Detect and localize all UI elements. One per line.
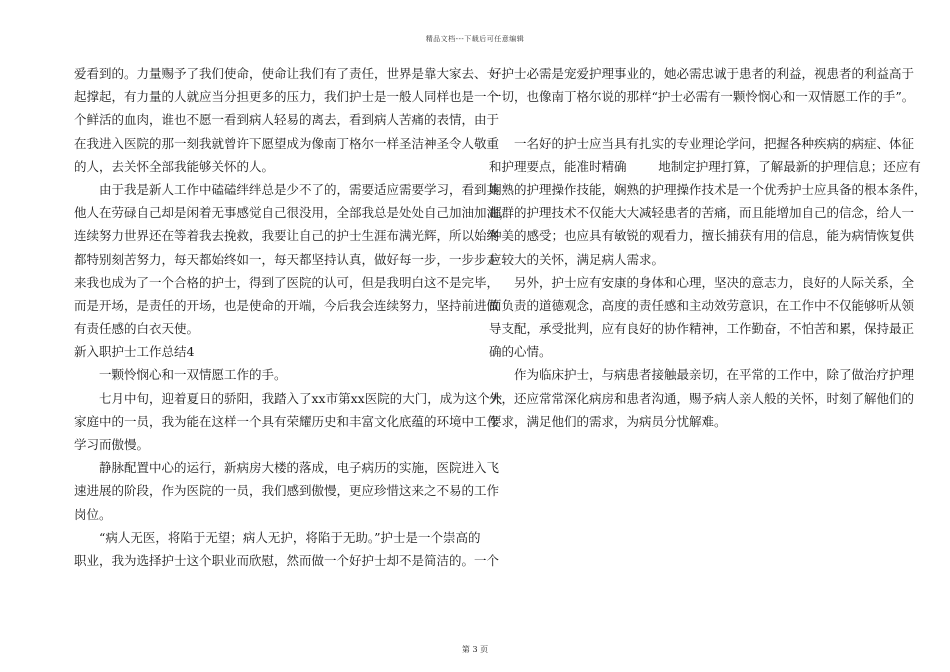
text-line: 确的心情。 (489, 344, 552, 360)
text-line: “病人无医，将陷于无望；病人无护，将陷于无助。”护士是一个崇高的 (99, 529, 481, 545)
text-line: 速进展的阶段，作为医院的一员，我们感到傲慢，更应珍惜这来之不易的工作 (74, 483, 500, 499)
text-line: 作为临床护士，与病患者接触最亲切，在平常的工作中，除了做治疗护理 (514, 367, 915, 383)
page-header: 精品文档---下载后可任意编辑 (425, 35, 525, 43)
text-line: 学习而傲慢。 (74, 437, 150, 452)
text-line: 好护士必需是宠爱护理事业的，她必需忠诚于患者的利益，视患者的利益高于 (489, 66, 915, 81)
section-subheading: 一颗怜悯心和一双情愿工作的手。 (99, 367, 287, 383)
text-line: 连续努力世界还在等着我去挽救，我要让自己的护士生涯布满光辉，所以始终 (74, 228, 500, 244)
blank-line (489, 108, 881, 131)
text-line: 要求，满足他们的需求，为病员分忧解难。 (489, 413, 727, 429)
text-line: 面负责的道德观念，高度的责任感和主动效劳意识，在工作中不仅能够听从领 (489, 297, 915, 313)
text-line: 家庭中的一员，我为能在这样一个具有荣耀历史和丰富文化底蕴的环境中工作 (74, 413, 500, 429)
text-line: 都特别刻苦努力，每天都始终如一，每天都坚持认真，做好每一步，一步步走 (74, 251, 500, 267)
text-line: 外，还应常常深化病房和患者沟通，赐予病人亲人般的关怀，时刻了解他们的 (489, 390, 915, 406)
text-line: 个鲜活的血肉，谁也不愿一看到病人轻易的离去，看到病人苦痛的表情，由于 (74, 112, 500, 128)
text-line: 的人，去关怀全部我能够关怀的人。 (74, 158, 275, 174)
text-line: 和护理要点，能准时精确 地制定护理打算，了解最新的护理信息；还应有 (489, 158, 921, 174)
text-line: 在我进入医院的那一刻我就曾许下愿望成为像南丁格尔一样圣洁神圣令人敬重 (74, 135, 500, 151)
text-line: 来我也成为了一个合格的护士，得到了医院的认可，但是我明白这不是完毕， (74, 274, 500, 290)
text-line: 他人在劳碌自己却是闲着无事感觉自己很没用，全部我总是处处自己加油加油， (74, 205, 512, 221)
text-line: 而是开场，是责任的开场，也是使命的开端，今后我会连续努力，坚持前进做 (74, 297, 500, 313)
text-line: 岗位。 (74, 506, 112, 522)
text-line: 超群的护理技术不仅能大大减轻患者的苦痛，而且能增加自己的信念，给人一 (489, 205, 915, 221)
text-line: 应较大的关怀，满足病人需求。 (489, 251, 665, 267)
left-text-column (74, 62, 512, 572)
text-line: 娴熟的护理操作技能，娴熟的护理操作技术是一个优秀护士应具备的根本条件， (489, 181, 927, 197)
text-line: 一名好的护士应当具有扎实的专业理论学问，把握各种疾病的病症、体征 (514, 135, 915, 151)
section-heading: 新入职护士工作总结4 (74, 344, 195, 360)
text-line: 静脉配置中心的运行，新病房大楼的落成，电子病历的实施，医院进入飞 (99, 460, 500, 476)
page-number: 第 3 页 (461, 645, 489, 654)
text-line: 七月中旬，迎着夏日的骄阳，我踏入了xx市第xx医院的大门，成为这个大 (99, 390, 503, 406)
text-line: 爱看到的。力量赐予了我们使命，使命让我们有了责任，世界是靠大家去、一 (74, 66, 500, 81)
text-line: 种美的感受；也应具有敏锐的观看力，擅长捕获有用的信息，能为病情恢复供 (489, 228, 915, 244)
text-line: 导支配，承受批判，应有良好的协作精神，工作勤奋，不怕苦和累，保持最正 (489, 321, 915, 337)
text-line: 有责任感的白衣天使。 (74, 321, 200, 337)
text-line: 另外，护士应有安康的身体和心理，坚决的意志力，良好的人际关系，全 (514, 274, 915, 290)
text-line: 一切，也像南丁格尔说的那样“护士必需有一颗怜悯心和一双情愿工作的手”。 (489, 89, 915, 105)
text-line: 由于我是新人工作中磕磕绊绊总是少不了的，需要适应需要学习，看到其 (99, 181, 500, 197)
text-line: 起撑起，有力量的人就应当分担更多的压力，我们护士是一般人同样也是一个 (74, 89, 500, 105)
text-line: 职业，我为选择护士这个职业而欣慰，然而做一个好护士却不是简洁的。一个 (74, 552, 500, 568)
right-text-column (489, 62, 927, 433)
